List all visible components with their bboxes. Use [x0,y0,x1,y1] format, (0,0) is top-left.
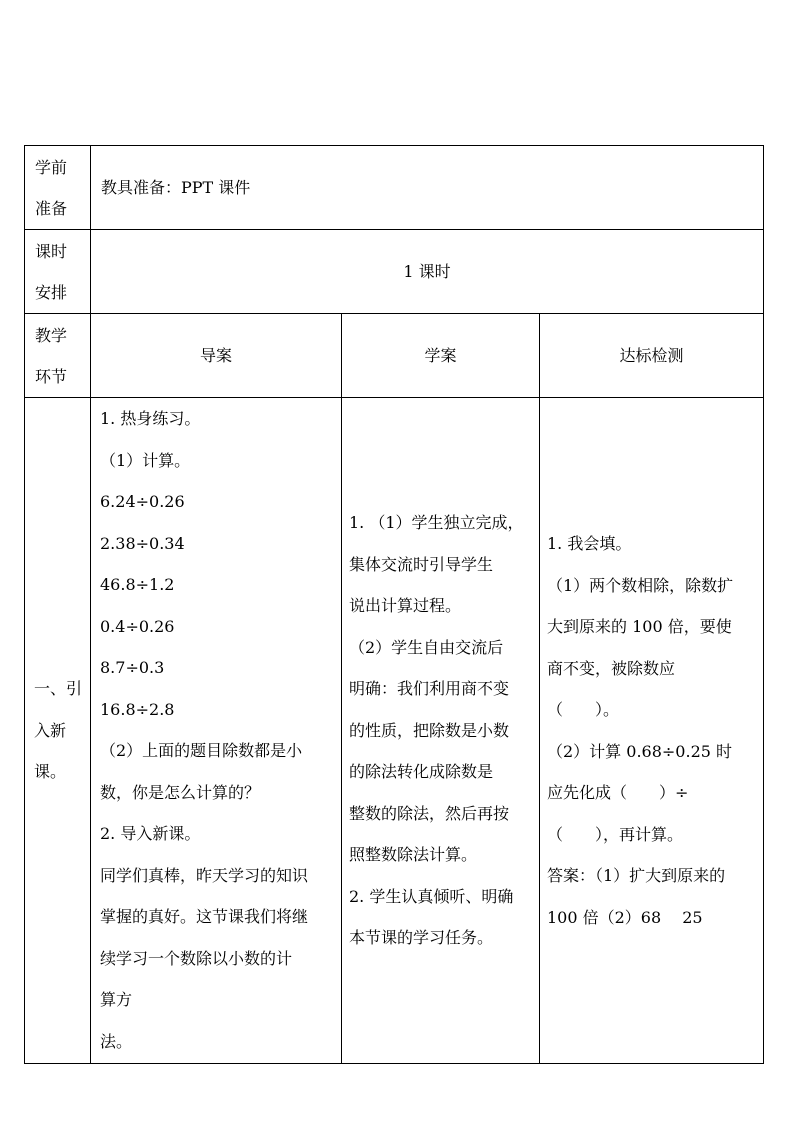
row-prep [25,146,764,230]
check-line: 100 倍（2）68 25 [547,907,703,927]
prep-content: 教具准备：PPT 课件 [91,146,764,230]
study-line: 的性质，把除数是小数 [349,720,510,740]
guide-line: 续学习一个数除以小数的计 [100,948,293,968]
schedule-content: 1 课时 [91,230,764,314]
study-line: 1. （1）学生独立完成， [349,513,524,532]
guide-line: 算方 [100,990,133,1009]
check-cell [540,398,764,1064]
study-line: 明确：我们利用商不变 [349,679,510,698]
check-line: （1）两个数相除，除数扩 [547,575,734,595]
col-header-check: 达标检测 [540,314,764,398]
check-line: （2）计算 0.68÷0.25 时 [547,741,733,761]
row-section-intro [25,398,764,1064]
row-schedule [25,230,764,314]
study-line: 照整数除法计算。 [349,845,478,864]
guide-line: 2. 导入新课。 [100,824,201,843]
guide-line: 6.24÷0.26 [100,492,185,511]
study-line: 集体交流时引导学生 [349,554,494,574]
label-prep: 学前 准备 [25,146,91,230]
check-line: （ ）。 [547,700,620,719]
check-line: （ ），再计算。 [547,824,684,844]
check-line: 应先化成（ ）÷ [547,783,689,802]
guide-line: 1. 热身练习。 [100,409,201,428]
study-cell [342,398,540,1064]
guide-line: 数，你是怎么计算的？ [100,782,261,802]
guide-line: 掌握的真好。这节课我们将继 [100,907,309,926]
study-line: （2）学生自由交流后 [349,637,504,657]
guide-line: 16.8÷2.8 [100,699,175,719]
study-line: 的除法转化成除数是 [349,762,494,781]
guide-line: 同学们真棒，昨天学习的知识 [100,865,309,885]
row-stage-header [25,314,764,398]
guide-cell [91,398,342,1064]
check-line: 1. 我会填。 [547,534,632,553]
check-line: 答案：（1）扩大到原来的 [547,866,726,885]
lesson-plan-table [24,145,764,1064]
guide-line: 法。 [100,1031,133,1051]
study-line: 整数的除法，然后再按 [349,803,510,823]
guide-line: 0.4÷0.26 [100,616,175,636]
label-stage: 教学 环节 [25,314,91,398]
study-line: 说出计算过程。 [349,596,462,615]
check-line: 大到原来的 100 倍，要使 [547,617,732,636]
check-line: 商不变，被除数应 [547,658,676,678]
section-label: 一、引 入新 课。 [25,398,91,1064]
guide-line: （2）上面的题目除数都是小 [100,741,303,760]
col-header-study: 学案 [342,314,540,398]
study-line: 本节课的学习任务。 [349,928,494,947]
col-header-guide: 导案 [91,314,342,398]
label-schedule: 课时 安排 [25,230,91,314]
guide-line: 8.7÷0.3 [100,658,165,677]
guide-line: 2.38÷0.34 [100,533,185,553]
guide-line: 46.8÷1.2 [100,575,175,594]
study-line: 2. 学生认真倾听、明确 [349,886,514,906]
guide-line: （1）计算。 [100,450,191,470]
